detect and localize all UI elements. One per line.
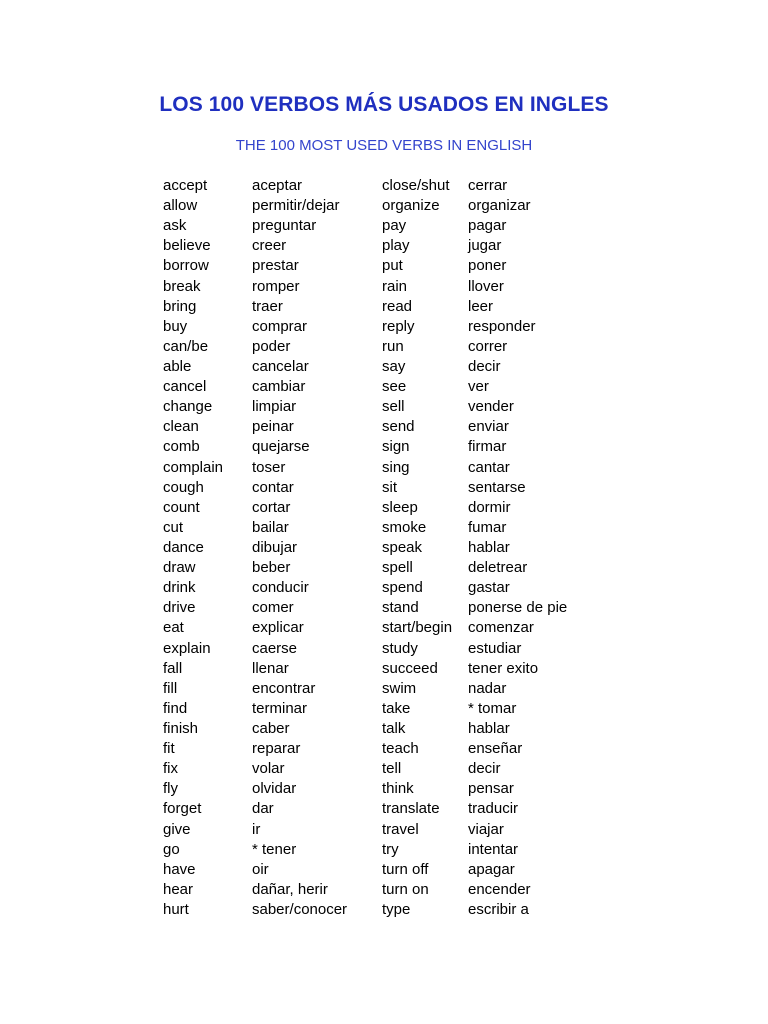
english-verb-right: organize: [382, 197, 440, 215]
spanish-verb-right: estudiar: [468, 639, 522, 657]
spanish-verb-left: reparar: [252, 740, 301, 758]
spanish-verb-right: vender: [468, 398, 514, 416]
english-verb-right: sit: [382, 478, 397, 496]
spanish-verb-right: traducir: [468, 800, 519, 818]
english-verb-left: break: [163, 277, 201, 295]
spanish-verb-right: ver: [468, 378, 489, 396]
spanish-verb-left: beber: [252, 559, 291, 577]
english-verb-left: have: [163, 860, 196, 878]
spanish-verb-right: sentarse: [468, 478, 526, 496]
english-verb-right: run: [382, 337, 404, 355]
english-verb-left: find: [163, 699, 188, 717]
spanish-verb-left: volar: [252, 760, 285, 778]
spanish-verb-left: olvidar: [252, 780, 297, 798]
english-verb-left: ask: [163, 217, 187, 235]
spanish-verb-left: oir: [252, 860, 269, 878]
english-verb-right: type: [382, 900, 411, 918]
english-verb-right: succeed: [382, 659, 438, 677]
spanish-verb-left: cancelar: [252, 357, 309, 375]
english-verb-right: sell: [382, 398, 405, 416]
english-verb-left: hurt: [163, 900, 189, 918]
spanish-verb-right: decir: [468, 760, 501, 778]
english-verb-right: see: [382, 378, 407, 396]
english-verb-right: put: [382, 257, 403, 275]
spanish-verb-right: hablar: [468, 538, 510, 556]
spanish-verb-left: aceptar: [252, 177, 303, 194]
english-verb-right: try: [382, 840, 399, 858]
spanish-verb-left: caber: [252, 719, 290, 737]
english-verb-right: reply: [382, 317, 415, 335]
english-verb-left: comb: [163, 438, 200, 456]
spanish-verb-left: prestar: [252, 257, 299, 275]
english-verb-left: buy: [163, 317, 188, 335]
spanish-verb-right: encender: [468, 880, 531, 898]
english-verb-right: read: [382, 297, 413, 315]
english-verb-left: cut: [163, 518, 184, 536]
english-verb-right: sing: [382, 458, 410, 476]
spanish-verb-left: toser: [252, 458, 286, 476]
english-verb-right: sleep: [382, 498, 418, 516]
english-verb-right: stand: [382, 599, 419, 617]
spanish-verb-left: preguntar: [252, 217, 317, 235]
spanish-verb-right: intentar: [468, 840, 519, 858]
english-verb-right: pay: [382, 217, 407, 235]
english-verb-right: start/begin: [382, 619, 453, 637]
spanish-verb-left: cambiar: [252, 378, 306, 396]
spanish-verb-right: hablar: [468, 719, 510, 737]
english-verb-left: fill: [163, 679, 178, 697]
spanish-verb-left: contar: [252, 478, 294, 496]
english-verb-right: turn off: [382, 860, 429, 878]
english-verb-right: tell: [382, 760, 402, 778]
spanish-verb-left: limpiar: [252, 398, 297, 416]
spanish-verb-right: pensar: [468, 780, 514, 798]
spanish-verb-right: poner: [468, 257, 507, 275]
spanish-verb-left: permitir/dejar: [252, 197, 340, 215]
spanish-verb-right: nadar: [468, 679, 507, 697]
spanish-verb-left: caerse: [252, 639, 298, 657]
english-verb-left: change: [163, 398, 213, 416]
spanish-verb-right: organizar: [468, 197, 531, 215]
spanish-verb-right: jugar: [468, 237, 502, 255]
english-verb-right: talk: [382, 719, 406, 737]
spanish-verb-left: conducir: [252, 579, 309, 597]
spanish-verb-left: terminar: [252, 699, 308, 717]
spanish-verb-right: viajar: [468, 820, 504, 838]
english-verb-left: cancel: [163, 378, 207, 396]
spanish-verb-left: explicar: [252, 619, 304, 637]
english-verb-left: give: [163, 820, 191, 838]
english-verb-right: turn on: [382, 880, 429, 898]
spanish-verb-left: quejarse: [252, 438, 310, 456]
english-verb-left: fit: [163, 740, 175, 758]
spanish-verb-left: comprar: [252, 317, 308, 335]
english-verb-left: drink: [163, 579, 196, 597]
spanish-verb-left: cortar: [252, 498, 291, 516]
spanish-verb-right: apagar: [468, 860, 515, 878]
english-verb-left: count: [163, 498, 200, 516]
english-verb-left: accept: [163, 177, 208, 194]
english-verb-right: rain: [382, 277, 408, 295]
spanish-verb-left: dañar, herir: [252, 880, 328, 898]
english-verb-left: explain: [163, 639, 211, 657]
english-verb-left: draw: [163, 559, 196, 577]
english-verb-left: fall: [163, 659, 183, 677]
spanish-verb-right: correr: [468, 337, 508, 355]
spanish-verb-right: escribir a: [468, 900, 529, 918]
spanish-verb-left: dar: [252, 800, 274, 818]
spanish-verb-right: llover: [468, 277, 504, 295]
english-verb-right: take: [382, 699, 411, 717]
english-verb-right: translate: [382, 800, 440, 818]
spanish-verb-right: pagar: [468, 217, 507, 235]
spanish-verb-right: firmar: [468, 438, 507, 456]
english-verb-right: spell: [382, 559, 413, 577]
spanish-verb-left: bailar: [252, 518, 289, 536]
english-verb-right: play: [382, 237, 410, 255]
spanish-verb-right: fumar: [468, 518, 507, 536]
spanish-verb-left: traer: [252, 297, 283, 315]
spanish-verb-right: enviar: [468, 418, 509, 436]
english-verb-right: close/shut: [382, 177, 450, 194]
english-verb-left: cough: [163, 478, 204, 496]
spanish-verb-right: ponerse de pie: [468, 599, 568, 617]
english-verb-left: finish: [163, 719, 199, 737]
spanish-verb-left: peinar: [252, 418, 294, 436]
english-verb-right: swim: [382, 679, 417, 697]
spanish-verb-right: gastar: [468, 579, 510, 597]
spanish-verb-left: llenar: [252, 659, 289, 677]
english-verb-left: bring: [163, 297, 197, 315]
spanish-verb-left: dibujar: [252, 538, 298, 556]
english-verb-left: dance: [163, 538, 204, 556]
spanish-verb-left: creer: [252, 237, 287, 255]
english-verb-right: sign: [382, 438, 410, 456]
english-verb-left: hear: [163, 880, 194, 898]
spanish-verb-right: leer: [468, 297, 494, 315]
english-verb-right: say: [382, 357, 406, 375]
english-verb-left: allow: [163, 197, 198, 215]
english-verb-left: believe: [163, 237, 211, 255]
spanish-verb-left: comer: [252, 599, 294, 617]
spanish-verb-right: cantar: [468, 458, 510, 476]
spanish-verb-left: saber/conocer: [252, 900, 348, 918]
english-verb-left: eat: [163, 619, 184, 637]
english-verb-right: travel: [382, 820, 419, 838]
spanish-verb-right: deletrear: [468, 559, 528, 577]
spanish-verb-right: cerrar: [468, 177, 508, 194]
spanish-verb-left: ir: [252, 820, 261, 838]
english-verb-right: spend: [382, 579, 423, 597]
english-verb-right: teach: [382, 740, 419, 758]
spanish-verb-right: tener exito: [468, 659, 539, 677]
english-verb-left: fly: [163, 780, 178, 798]
english-verb-left: complain: [163, 458, 224, 476]
spanish-verb-left: poder: [252, 337, 291, 355]
spanish-verb-left: romper: [252, 277, 300, 295]
spanish-verb-left: encontrar: [252, 679, 316, 697]
english-verb-left: able: [163, 357, 192, 375]
english-verb-left: fix: [163, 760, 178, 778]
document-subtitle: THE 100 MOST USED VERBS IN ENGLISH: [235, 137, 533, 154]
english-verb-right: study: [382, 639, 418, 657]
spanish-verb-right: * tomar: [468, 699, 517, 717]
spanish-verb-right: decir: [468, 357, 501, 375]
english-verb-right: think: [382, 780, 414, 798]
english-verb-left: go: [163, 840, 180, 858]
english-verb-left: drive: [163, 599, 196, 617]
spanish-verb-right: comenzar: [468, 619, 534, 637]
english-verb-left: can/be: [163, 337, 209, 355]
english-verb-right: speak: [382, 538, 423, 556]
english-verb-right: smoke: [382, 518, 427, 536]
english-verb-right: send: [382, 418, 415, 436]
spanish-verb-left: * tener: [252, 840, 297, 858]
spanish-verb-right: dormir: [468, 498, 511, 516]
spanish-verb-right: responder: [468, 317, 536, 335]
english-verb-left: clean: [163, 418, 199, 436]
english-verb-left: borrow: [163, 257, 209, 275]
spanish-verb-right: enseñar: [468, 740, 523, 758]
document-title: LOS 100 VERBOS MÁS USADOS EN INGLES: [159, 93, 609, 116]
english-verb-left: forget: [163, 800, 202, 818]
